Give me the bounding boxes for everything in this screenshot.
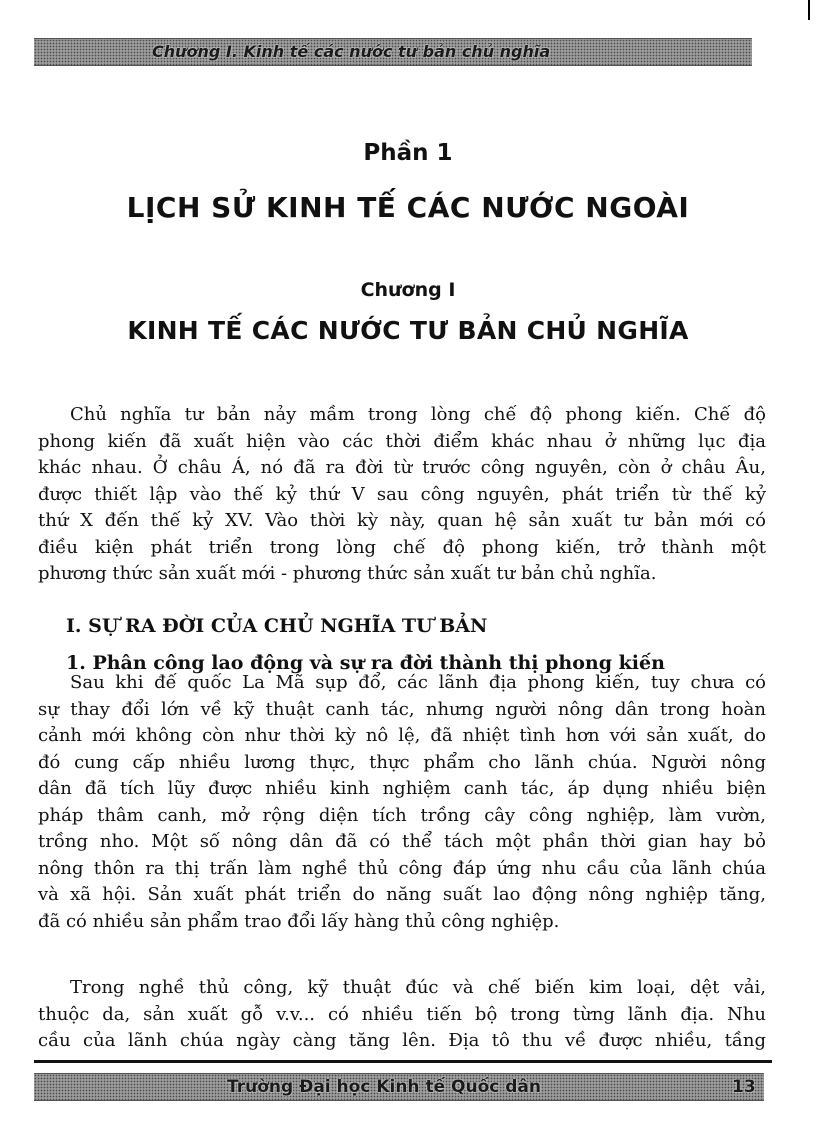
intro-line: Chủ nghĩa tư bản nảy mầm trong lòng chế độ phong kiến. Chế độ <box>70 404 766 425</box>
body-line: cảnh mới không còn như thời kỳ nô lệ, đã nhiệt tình hơn với sản xuất, do <box>38 725 766 746</box>
body-line: Sau khi đế quốc La Mã sụp đổ, các lãnh địa phong kiến, tuy chưa có <box>70 672 766 693</box>
body-line: và xã hội. Sản xuất phát triển do năng suất lao động nông nghiệp tăng, <box>38 884 766 905</box>
subsection-heading: 1. Phân công lao động và sự ra đời thành thị phong kiến <box>66 652 665 674</box>
body-line: sự thay đổi lớn về kỹ thuật canh tác, nhưng người nông dân trong hoàn <box>38 698 766 720</box>
intro-line: thứ X đến thế kỷ XV. Vào thời kỳ này, quan hệ sản xuất tư bản mới có <box>38 510 766 531</box>
intro-paragraph <box>38 402 766 588</box>
intro-line: phong kiến đã xuất hiện vào các thời điểm khác nhau ở những lục địa <box>38 430 766 452</box>
intro-line: phương thức sản xuất mới - phương thức sản xuất tư bản chủ nghĩa. <box>38 563 657 584</box>
body-line: Trong nghề thủ công, kỹ thuật đúc và chế biến kim loại, dệt vải, <box>70 977 766 998</box>
body-paragraph-1 <box>38 670 766 935</box>
section-heading: I. SỰ RA ĐỜI CỦA CHỦ NGHĨA TƯ BẢN <box>66 615 488 637</box>
intro-line: điều kiện phát triển trong lòng chế độ phong kiến, trở thành một <box>38 536 766 558</box>
chapter-label: Chương I <box>360 279 456 301</box>
body-line: trồng nho. Một số nông dân đã có thể tách một phần thời gian hay bỏ <box>38 831 766 852</box>
intro-line: khác nhau. Ở châu Á, nó đã ra đời từ trước công nguyên, còn ở châu Âu, <box>38 457 766 478</box>
body-line: cầu của lãnh chúa ngày càng tăng lên. Địa tô thu về được nhiều, tầng <box>38 1030 766 1051</box>
body-line: dân đã tích lũy được nhiều kinh nghiệm canh tác, áp dụng nhiều biện <box>38 778 766 799</box>
intro-line: được thiết lập vào thế kỷ thứ V sau công nguyên, phát triển từ thế kỷ <box>38 483 766 505</box>
body-line: pháp thâm canh, mở rộng diện tích trồng cây công nghiệp, làm vườn, <box>38 804 766 826</box>
body-line: nông thôn ra thị trấn làm nghề thủ công đáp ứng nhu cầu của lãnh chúa <box>38 857 766 879</box>
part-label: Phần 1 <box>363 140 453 166</box>
running-header-title: Chương I. Kinh tế các nước tư bản chủ nghĩa <box>152 42 551 61</box>
body-paragraph-2 <box>38 975 766 1055</box>
body-line: thuộc da, sản xuất gỗ v.v... có nhiều tiến bộ trong từng lãnh địa. Nhu <box>38 1003 766 1025</box>
footer-institution: Trường Đại học Kinh tế Quốc dân <box>227 1077 541 1097</box>
page-number: 13 <box>732 1077 756 1097</box>
part-title: LỊCH SỬ KINH TẾ CÁC NƯỚC NGOÀI <box>126 191 690 224</box>
footer-rule <box>34 1060 772 1063</box>
body-line: đó cung cấp nhiều lương thực, thực phẩm cho lãnh chúa. Người nông <box>38 751 766 773</box>
scan-edge-mark <box>808 0 810 20</box>
body-line: đã có nhiều sản phẩm trao đổi lấy hàng thủ công nghiệp. <box>38 910 560 932</box>
chapter-title: KINH TẾ CÁC NƯỚC TƯ BẢN CHỦ NGHĨA <box>127 316 689 345</box>
running-header <box>34 38 752 66</box>
running-footer <box>34 1073 764 1101</box>
